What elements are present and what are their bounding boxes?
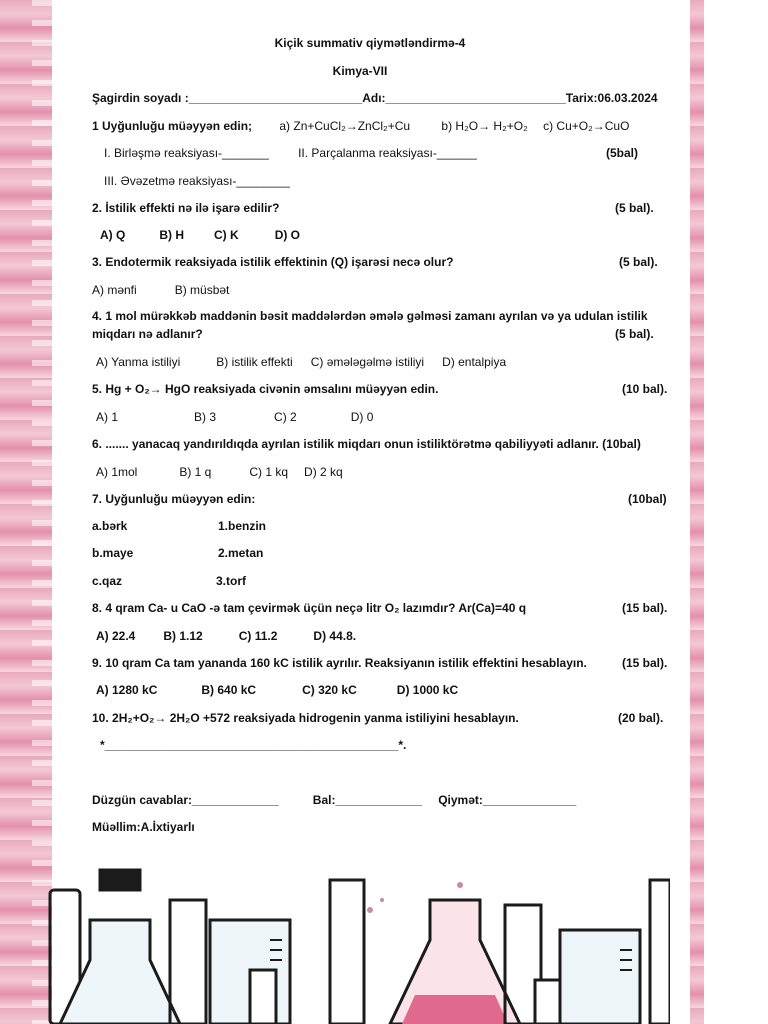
question-6-text: 6. ....... yanacaq yandırıldıqda ayrılan istilik miqdarı onun istiliktörətmə qabiliyyəti adlanır. (10bal) bbox=[92, 437, 641, 451]
beaker-right bbox=[560, 930, 640, 1024]
question-10-text: 10. 2H₂+O₂→ 2H₂O +572 reaksiyada hidrogenin yanma istiliyini hesablayın. bbox=[92, 711, 519, 725]
q2-option-c: C) K bbox=[214, 228, 239, 242]
teacher-name: Müəllim:A.İxtiyarlı bbox=[92, 820, 195, 834]
question-3-text: 3. Endotermik reaksiyada istilik effektinin (Q) işarəsi necə olur? bbox=[92, 255, 454, 269]
question-1-item-ii: II. Parçalanma reaksiyası-______ bbox=[298, 146, 477, 160]
question-2-options bbox=[100, 228, 300, 242]
q6-option-a: A) 1mol bbox=[96, 465, 138, 479]
score-field: Bal:_____________ bbox=[312, 793, 423, 807]
q9-option-a: A) 1280 kC bbox=[96, 683, 158, 697]
test-tube-right bbox=[650, 880, 670, 1024]
question-4-options bbox=[96, 355, 506, 369]
q4-option-c: C) əmələgəlmə istiliyi bbox=[310, 355, 425, 369]
q5-option-c: C) 2 bbox=[274, 410, 297, 424]
q9-option-d: D) 1000 kC bbox=[396, 683, 459, 697]
small-vial bbox=[250, 970, 276, 1024]
q8-option-b: B) 1.12 bbox=[163, 629, 203, 643]
q7-right-1: 1.benzin bbox=[218, 519, 267, 533]
q5-option-a: A) 1 bbox=[96, 410, 119, 424]
worksheet-subject: Kimya-VII bbox=[332, 64, 388, 78]
question-9-text: 9. 10 qram Ca tam yananda 160 kC istilik ayrılır. Reaksiyanın istilik effektini hesablayın. bbox=[92, 656, 587, 670]
question-9-points: (15 bal). bbox=[622, 656, 668, 670]
surname-blank: __________________________ bbox=[188, 91, 363, 105]
q4-option-d: D) entalpiya bbox=[442, 355, 507, 369]
worksheet-title: Kiçik summativ qiymətləndirmə-4 bbox=[274, 36, 466, 50]
q9-option-c: C) 320 kC bbox=[302, 683, 357, 697]
question-3-points: (5 bal). bbox=[619, 255, 658, 269]
question-3-options bbox=[92, 283, 229, 297]
question-4-text-line-1: 4. 1 mol mürəkkəb maddənin bəsit maddələrdən əmələ gəlməsi zamanı ayrılan və ya udulan istilik bbox=[92, 309, 648, 323]
q2-option-b: B) H bbox=[159, 228, 185, 242]
question-1-item-i: I. Birləşmə reaksiyası-_______ bbox=[104, 146, 269, 160]
q5-option-d: D) 0 bbox=[350, 410, 374, 424]
name-label: Adı: bbox=[362, 91, 386, 105]
q4-option-a: A) Yanma istiliyi bbox=[96, 355, 181, 369]
question-5-points: (10 bal). bbox=[622, 382, 668, 396]
q8-option-a: A) 22.4 bbox=[96, 629, 136, 643]
question-8-points: (15 bal). bbox=[622, 601, 668, 615]
question-1-item-iii: III. Əvəzetmə reaksiyası-________ bbox=[104, 174, 290, 188]
pink-liquid bbox=[402, 995, 508, 1024]
q7-left-c: c.qaz bbox=[92, 574, 123, 588]
q8-option-d: D) 44.8. bbox=[313, 629, 357, 643]
correct-answers-field: Düzgün cavablar:_____________ bbox=[92, 793, 279, 807]
q2-option-a: A) Q bbox=[100, 228, 126, 242]
question-2-points: (5 bal). bbox=[615, 201, 654, 215]
date-label: Tarix:06.03.2024 bbox=[565, 91, 658, 105]
q7-left-a: a.bərk bbox=[92, 519, 128, 533]
question-8-options bbox=[96, 629, 356, 643]
question-1-row-2 bbox=[104, 146, 477, 160]
q6-option-b: B) 1 q bbox=[179, 465, 212, 479]
q5-option-b: B) 3 bbox=[194, 410, 217, 424]
question-5-text: 5. Hg + O₂→ HgO reaksiyada civənin əmsalını müəyyən edin. bbox=[92, 382, 439, 396]
q2-option-d: D) O bbox=[274, 228, 301, 242]
question-1-option-b: b) H₂O→ H₂+O₂ bbox=[441, 119, 528, 133]
graduated-cylinder-1 bbox=[170, 900, 206, 1024]
question-8-text: 8. 4 qram Ca- u CaO -ə tam çevirmək üçün neçə litr O₂ lazımdır? Ar(Ca)=40 q bbox=[92, 601, 527, 615]
question-1-option-a: a) Zn+CuCl₂→ZnCl₂+Cu bbox=[279, 119, 411, 133]
footer-row bbox=[92, 793, 576, 807]
student-info-row bbox=[92, 91, 658, 105]
question-10-points: (20 bal). bbox=[618, 711, 664, 725]
q6-option-d: D) 2 kq bbox=[304, 465, 343, 479]
surname-label: Şagirdin soyadı : bbox=[92, 91, 189, 105]
flask-cap-left bbox=[100, 870, 140, 890]
q9-option-b: B) 640 kC bbox=[201, 683, 257, 697]
q3-option-b: B) müsbət bbox=[174, 283, 230, 297]
question-2-text: 2. İstilik effekti nə ilə işarə edilir? bbox=[92, 201, 280, 215]
lab-glassware-illustration bbox=[30, 860, 670, 1024]
question-6-options bbox=[96, 465, 343, 479]
q8-option-c: C) 11.2 bbox=[238, 629, 278, 643]
q6-option-c: C) 1 kq bbox=[249, 465, 289, 479]
question-1-option-c: c) Cu+O₂→CuO bbox=[543, 119, 630, 133]
question-1-text: 1 Uyğunluğu müəyyən edin; bbox=[92, 119, 253, 133]
q4-option-b: B) istilik effekti bbox=[216, 355, 293, 369]
q3-option-a: A) mənfi bbox=[92, 283, 137, 297]
question-10-answer-line: *____________________________________________*. bbox=[100, 738, 407, 752]
question-5-options bbox=[96, 410, 373, 424]
question-7-text: 7. Uyğunluğu müəyyən edin: bbox=[92, 492, 256, 506]
question-4-text-line-2: miqdarı nə adlanır? bbox=[92, 327, 203, 341]
q7-right-3: 3.torf bbox=[216, 574, 246, 588]
q7-right-2: 2.metan bbox=[218, 546, 264, 560]
graduated-cylinder-2 bbox=[330, 880, 364, 1024]
erlenmeyer-flask-left bbox=[60, 920, 180, 1024]
question-4-points: (5 bal). bbox=[615, 327, 654, 341]
question-7-points: (10bal) bbox=[628, 492, 667, 506]
grade-field: Qiymət:______________ bbox=[438, 793, 577, 807]
question-1 bbox=[92, 119, 629, 133]
question-9-options bbox=[96, 683, 458, 697]
name-blank: ___________________________ bbox=[385, 91, 566, 105]
decorative-border-right bbox=[690, 0, 704, 1024]
question-1-points: (5bal) bbox=[606, 146, 639, 160]
q7-left-b: b.maye bbox=[92, 546, 134, 560]
